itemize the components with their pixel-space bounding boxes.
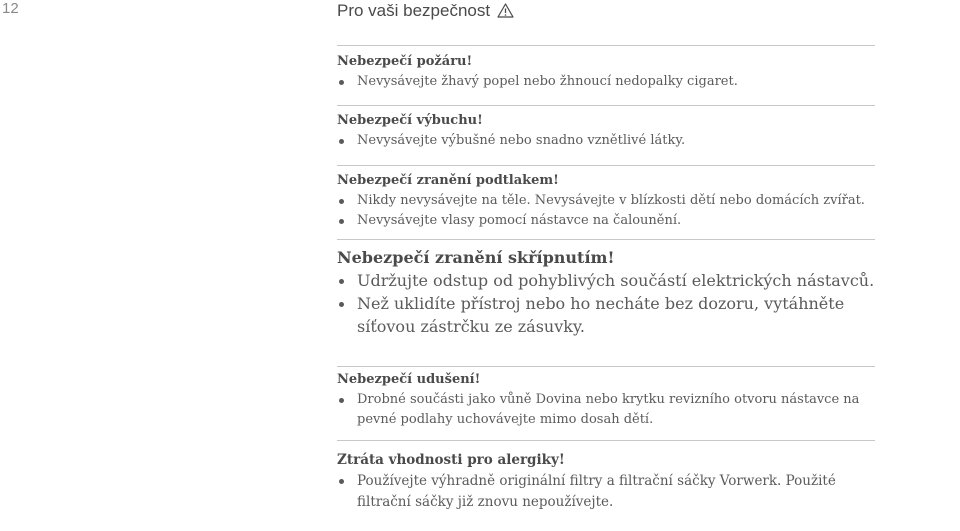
section-title: Ztráta vhodnosti pro alergiky! — [337, 452, 565, 468]
section-divider — [337, 105, 875, 106]
warning-section-allergy — [337, 450, 877, 513]
list-item: Používejte výhradně originální filtry a filtrační sáčky Vorwerk. Použité filtrační sáčky již znovu nepoužívejte. — [337, 471, 877, 513]
section-title: Nebezpečí výbuchu! — [337, 113, 483, 128]
page-header — [337, 0, 960, 24]
warning-section-pinching — [337, 246, 877, 338]
list-item: Udržujte odstup od pohyblivých součástí elektrických nástavců. — [337, 269, 877, 292]
warning-section-explosion — [337, 111, 877, 151]
section-divider — [337, 239, 875, 240]
section-title: Nebezpečí zranění skřípnutím! — [337, 248, 615, 267]
list-item: Nevysávejte vlasy pomocí nástavce na čalounění. — [337, 211, 877, 231]
bullet-list — [337, 269, 877, 338]
section-title: Nebezpečí udušení! — [337, 372, 481, 387]
page-header-title: Pro vaši bezpečnost — [337, 1, 491, 20]
section-divider — [337, 440, 875, 441]
bullet-list — [337, 131, 877, 151]
bullet-list — [337, 72, 877, 92]
bullet-list — [337, 390, 877, 430]
section-divider — [337, 165, 875, 166]
warning-section-suction — [337, 171, 877, 231]
list-item: Nikdy nevysávejte na těle. Nevysávejte v blízkosti dětí nebo domácích zvířat. — [337, 191, 877, 211]
bullet-list — [337, 191, 877, 231]
list-item: Nevysávejte výbušné nebo snadno vznětlivé látky. — [337, 131, 877, 151]
section-title: Nebezpečí zranění podtlakem! — [337, 173, 559, 188]
warning-section-fire — [337, 52, 877, 92]
list-item: Drobné součásti jako vůně Dovina nebo krytku revizního otvoru nástavce na pevné podlahy uchovávejte mimo dosah dětí. — [337, 390, 877, 430]
section-divider — [337, 45, 875, 46]
page-number: 12 — [2, 0, 19, 17]
section-title: Nebezpečí požáru! — [337, 54, 473, 69]
section-divider — [337, 366, 875, 367]
warning-triangle-icon — [497, 2, 514, 24]
list-item: Než uklidíte přístroj nebo ho necháte bez dozoru, vytáhněte síťovou zástrčku ze zásuvky. — [337, 292, 877, 338]
list-item: Nevysávejte žhavý popel nebo žhnoucí nedopalky cigaret. — [337, 72, 877, 92]
bullet-list — [337, 471, 877, 513]
warning-section-suffocation — [337, 370, 877, 430]
